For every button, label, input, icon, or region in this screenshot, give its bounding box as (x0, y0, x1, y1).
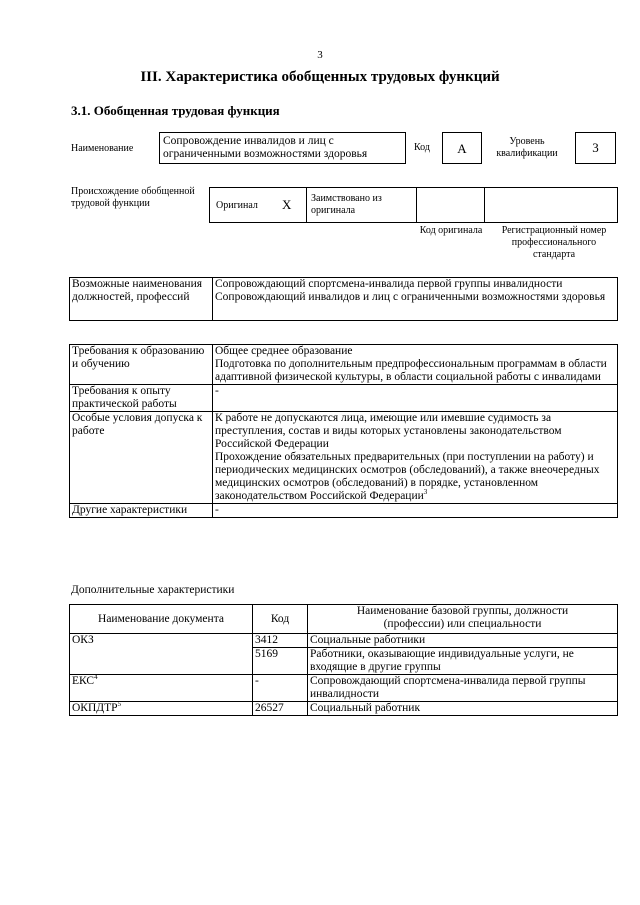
experience-value: - (213, 385, 618, 412)
positions-value (213, 278, 618, 321)
eks-name: Сопровождающий спортсмена-инвалида первой группы инвалидности (308, 675, 618, 702)
requirements-table (69, 344, 618, 518)
level-box (575, 132, 616, 164)
eks-doc-text: ЕКС (72, 675, 95, 687)
experience-label: Требования к опыту практической работы (70, 385, 213, 412)
origin-label: Происхождение обобщенной трудовой функции (71, 186, 195, 209)
function-name: Сопровождение инвалидов и лиц с ограниченными возможностями здоровья (163, 135, 368, 160)
education-2: Подготовка по дополнительным предпрофессиональным программам в области адаптивной физической культуры, в области социальной работы с инвалидами (215, 358, 607, 383)
okpd-name: Социальный работник (308, 702, 618, 716)
table-row (70, 702, 618, 716)
reg-number-caption: Регистрационный номер профессионального стандарта (501, 225, 607, 260)
divider (306, 188, 307, 222)
divider (484, 188, 485, 222)
col-name: Наименование базовой группы, должности (профессии) или специальности (308, 605, 618, 634)
code-original-caption: Код оригинала (419, 225, 483, 236)
education-label: Требования к образованию и обучению (70, 345, 213, 385)
okz-name-2: Работники, оказывающие индивидуальные услуги, не входящие в другие группы (308, 648, 618, 675)
other-value: - (213, 504, 618, 518)
eks-doc (70, 675, 253, 702)
name-label: Наименование (71, 143, 134, 154)
education-value (213, 345, 618, 385)
footnote-ref: 4 (94, 673, 98, 682)
education-1: Общее среднее образование (215, 345, 353, 357)
original-mark: X (282, 197, 292, 212)
okpd-doc (70, 702, 253, 716)
footnote-ref: 5 (117, 700, 122, 709)
code-box (442, 132, 482, 164)
code-value: А (457, 140, 467, 156)
section-title: III. Характеристика обобщенных трудовых функций (140, 69, 500, 85)
table-row (70, 634, 618, 648)
table-row (70, 345, 618, 385)
table-row (70, 504, 618, 518)
table-row (70, 385, 618, 412)
additional-title: Дополнительные характеристики (71, 584, 235, 596)
okz-name-1: Социальные работники (308, 634, 618, 648)
okpd-code: 26527 (253, 702, 308, 716)
original-label: Оригинал (216, 200, 258, 211)
position-1: Сопровождающий спортсмена-инвалида первой группы инвалидности (215, 278, 563, 290)
table-row (70, 605, 618, 634)
other-label: Другие характеристики (70, 504, 213, 518)
positions-label: Возможные наименования должностей, профессий (70, 278, 213, 321)
table-row (70, 412, 618, 504)
origin-table (209, 187, 618, 223)
additional-table (69, 604, 618, 716)
okz-code-1: 3412 (253, 634, 308, 648)
col-code: Код (253, 605, 308, 634)
borrowed-label: Заимствовано из оригинала (311, 193, 382, 216)
page-number: 3 (317, 49, 323, 61)
table-row (70, 278, 618, 321)
okz-doc: ОКЗ (70, 634, 253, 675)
subsection-title: 3.1. Обобщенная трудовая функция (71, 103, 280, 118)
code-label: Код (414, 142, 430, 153)
positions-table (69, 277, 618, 321)
eks-code: - (253, 675, 308, 702)
condition-1: К работе не допускаются лица, имеющие или имевшие судимость за преступления, состав и виды которых установлены законодательством Российской Федерации (215, 412, 562, 450)
conditions-label: Особые условия допуска к работе (70, 412, 213, 504)
table-row (70, 675, 618, 702)
function-name-box (159, 132, 406, 164)
level-value: 3 (592, 140, 599, 155)
okz-code-2: 5169 (253, 648, 308, 675)
level-label: Уровень квалификации (496, 136, 558, 159)
col-document: Наименование документа (70, 605, 253, 634)
divider (416, 188, 417, 222)
okpd-doc-text: ОКПДТР (72, 702, 118, 714)
condition-2 (215, 451, 615, 503)
footnote-ref: 3 (423, 488, 428, 497)
condition-2-text: Прохождение обязательных предварительных (при поступлении на работу) и периодических медицинских осмотров (обследований), а также внеочередных медицинских осмотров (обследований) в порядке, установленном законодательством Российской Федерации (215, 451, 600, 502)
conditions-value (213, 412, 618, 504)
position-2: Сопровождающий инвалидов и лиц с ограниченными возможностями здоровья (215, 291, 606, 303)
